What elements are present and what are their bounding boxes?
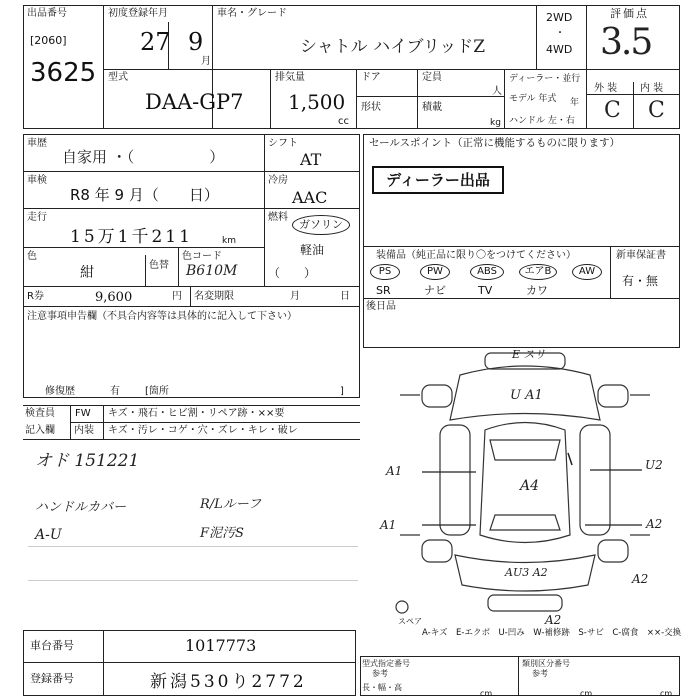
dealer-stamp: ディーラー出品	[372, 166, 504, 194]
spare-label: スペア	[398, 617, 422, 626]
size-label: 長・幅・高	[362, 683, 402, 692]
interior-insp-items: キズ・汚レ・コゲ・穴・ズレ・キレ・破レ	[108, 425, 298, 436]
lot-label: 出品番号	[27, 8, 67, 19]
drive-dot: ・	[555, 28, 565, 39]
displacement-label: 排気量	[275, 72, 305, 83]
repaint-label: 色替	[149, 260, 169, 271]
shift-label: シフト	[268, 138, 298, 149]
door-label: ドア	[361, 72, 381, 83]
inspector-label: 検査員	[25, 408, 55, 419]
inspection-label: 車検	[27, 175, 47, 186]
notes-label: 注意事項申告欄（不具合内容等は具体的に記入して下さい）	[27, 311, 297, 322]
lot-code: [2060]	[30, 34, 67, 47]
title-expiry-month: 月	[290, 291, 300, 302]
after-items-label: 後日品	[366, 301, 396, 312]
size-unit-1: cm	[480, 689, 493, 698]
shape-label: 形状	[361, 102, 381, 113]
fw-label: FW	[75, 408, 91, 419]
color-code-value: B610M	[186, 263, 238, 279]
shift-value: AT	[300, 150, 322, 169]
equip-tv: TV	[478, 284, 493, 297]
note-floor: F泥汚S	[200, 526, 244, 541]
inspection-value: R8 年 9 月（ 日）	[70, 186, 219, 204]
mileage-value: 15万1千211	[70, 227, 193, 247]
chassis-value: 1017773	[185, 636, 257, 655]
score-value: 3.5	[600, 22, 652, 63]
equip-navi: ナビ	[424, 284, 446, 297]
aircon-label: 冷房	[268, 175, 288, 186]
drive-2wd: 2WD	[546, 11, 573, 24]
reg-year-label: 初度登録年月	[108, 8, 168, 19]
exterior-score: C	[604, 98, 621, 123]
drive-4wd: 4WD	[546, 43, 573, 56]
dmg-roof: A4	[520, 478, 540, 494]
warranty-value: 有・無	[622, 274, 659, 288]
model-label: 型式	[108, 72, 128, 83]
fw-items: キズ・飛石・ヒビ割・リペア跡・××要	[108, 408, 285, 419]
model-year-label: モデル 年式	[509, 94, 557, 104]
note-handle-cover: ハンドルカバー	[35, 500, 127, 515]
dmg-right-low: A2	[646, 517, 663, 531]
dmg-rear: AU3 A2	[505, 566, 548, 579]
load-unit: kg	[490, 118, 501, 128]
dmg-left-low: A1	[380, 518, 397, 532]
history-label: 車歴	[27, 138, 47, 149]
repair-part: [箇所	[145, 386, 169, 397]
model-spec-label: 型式指定番号	[362, 659, 410, 668]
dealer-label: ディーラー・並行	[509, 74, 581, 84]
equip-sr: SR	[376, 284, 391, 297]
size-unit-2: cm	[580, 689, 593, 698]
header-frame	[23, 5, 680, 129]
capacity-label: 定員	[422, 72, 442, 83]
note-odometer: オド 151221	[35, 451, 140, 471]
capacity-unit: 人	[492, 86, 502, 97]
car-name-label: 車名・グレード	[217, 8, 287, 19]
equip-leather: カワ	[526, 284, 548, 297]
displacement-value: 1,500	[288, 90, 346, 114]
size-unit-3: cm	[660, 689, 673, 698]
note-au: A-U	[35, 527, 62, 543]
fuel-label: 燃料	[268, 212, 288, 223]
year-unit: 年	[570, 98, 580, 108]
equipment-label: 装備品（純正品に限り〇をつけてください）	[376, 250, 576, 261]
damage-legend: A-キズ E-エクボ U-凹み W-補修跡 S-サビ C-腐食 ××-交換	[422, 628, 682, 638]
interior-insp-label: 内装	[74, 425, 94, 436]
handle-label: ハンドル 左・右	[509, 116, 575, 126]
equip-aw: AW	[572, 264, 602, 280]
aircon-value: AAC	[292, 188, 328, 207]
warranty-label: 新車保証書	[616, 250, 666, 261]
color-code-label: 色コード	[182, 251, 222, 262]
chassis-label: 車台番号	[30, 639, 74, 652]
repair-label: 修復歴	[45, 386, 75, 397]
reg-month-unit: 月	[201, 56, 211, 67]
mileage-unit: km	[222, 236, 236, 246]
dmg-left-mid: A1	[386, 464, 403, 478]
color-value: 紺	[80, 265, 94, 281]
equip-airbag: エアB	[519, 264, 557, 280]
repair-close: ]	[340, 386, 344, 397]
dmg-rear-right: A2	[632, 572, 649, 586]
dmg-bottom: A2	[545, 613, 562, 627]
interior-score: C	[648, 98, 665, 123]
repair-value: 有	[110, 386, 120, 397]
color-code-paren: （ ）	[268, 266, 317, 280]
recycle-unit: 円	[172, 291, 182, 302]
mileage-label: 走行	[27, 212, 47, 223]
fuel-diesel: 軽油	[300, 243, 325, 257]
recycle-label: R券	[27, 291, 44, 302]
reg-month-value: 9	[188, 28, 204, 56]
equip-ps: PS	[370, 264, 400, 280]
registration-value: 新潟530り2772	[150, 672, 307, 692]
title-expiry-label: 名変期限	[194, 291, 234, 302]
displacement-unit: cc	[338, 116, 349, 127]
reg-year-value: 27	[140, 28, 171, 56]
lot-number: 3625	[30, 58, 97, 88]
title-expiry-day: 日	[340, 291, 350, 302]
dmg-right-mid: U2	[645, 458, 663, 472]
color-label: 色	[27, 251, 37, 262]
note-roof: R/Lルーフ	[200, 497, 262, 512]
recycle-value: 9,600	[95, 290, 133, 305]
model-spec-ref: 参考	[372, 669, 388, 678]
exterior-label: 外 装	[594, 83, 618, 94]
car-name-value: シャトル ハイブリッドZ	[300, 37, 486, 57]
class-spec-label: 類別区分番号	[522, 659, 570, 668]
history-value: 自家用 ・（ ）	[62, 148, 225, 166]
dmg-front: U A1	[510, 388, 543, 403]
equip-abs: ABS	[470, 264, 504, 280]
registration-label: 登録番号	[30, 672, 74, 685]
fuel-gasoline-circled: ガソリン	[292, 215, 350, 235]
class-spec-ref: 参考	[532, 669, 548, 678]
model-value: DAA-GP7	[145, 90, 244, 114]
interior-label: 内 装	[640, 83, 664, 94]
dmg-top: E スリ	[512, 348, 546, 361]
equip-pw: PW	[420, 264, 450, 280]
load-label: 積載	[422, 102, 442, 113]
sales-point-label: セールスポイント（正常に機能するものに限ります）	[369, 137, 621, 149]
score-label: 評価点	[610, 7, 649, 20]
inspector-entry-label: 記入欄	[25, 425, 55, 436]
